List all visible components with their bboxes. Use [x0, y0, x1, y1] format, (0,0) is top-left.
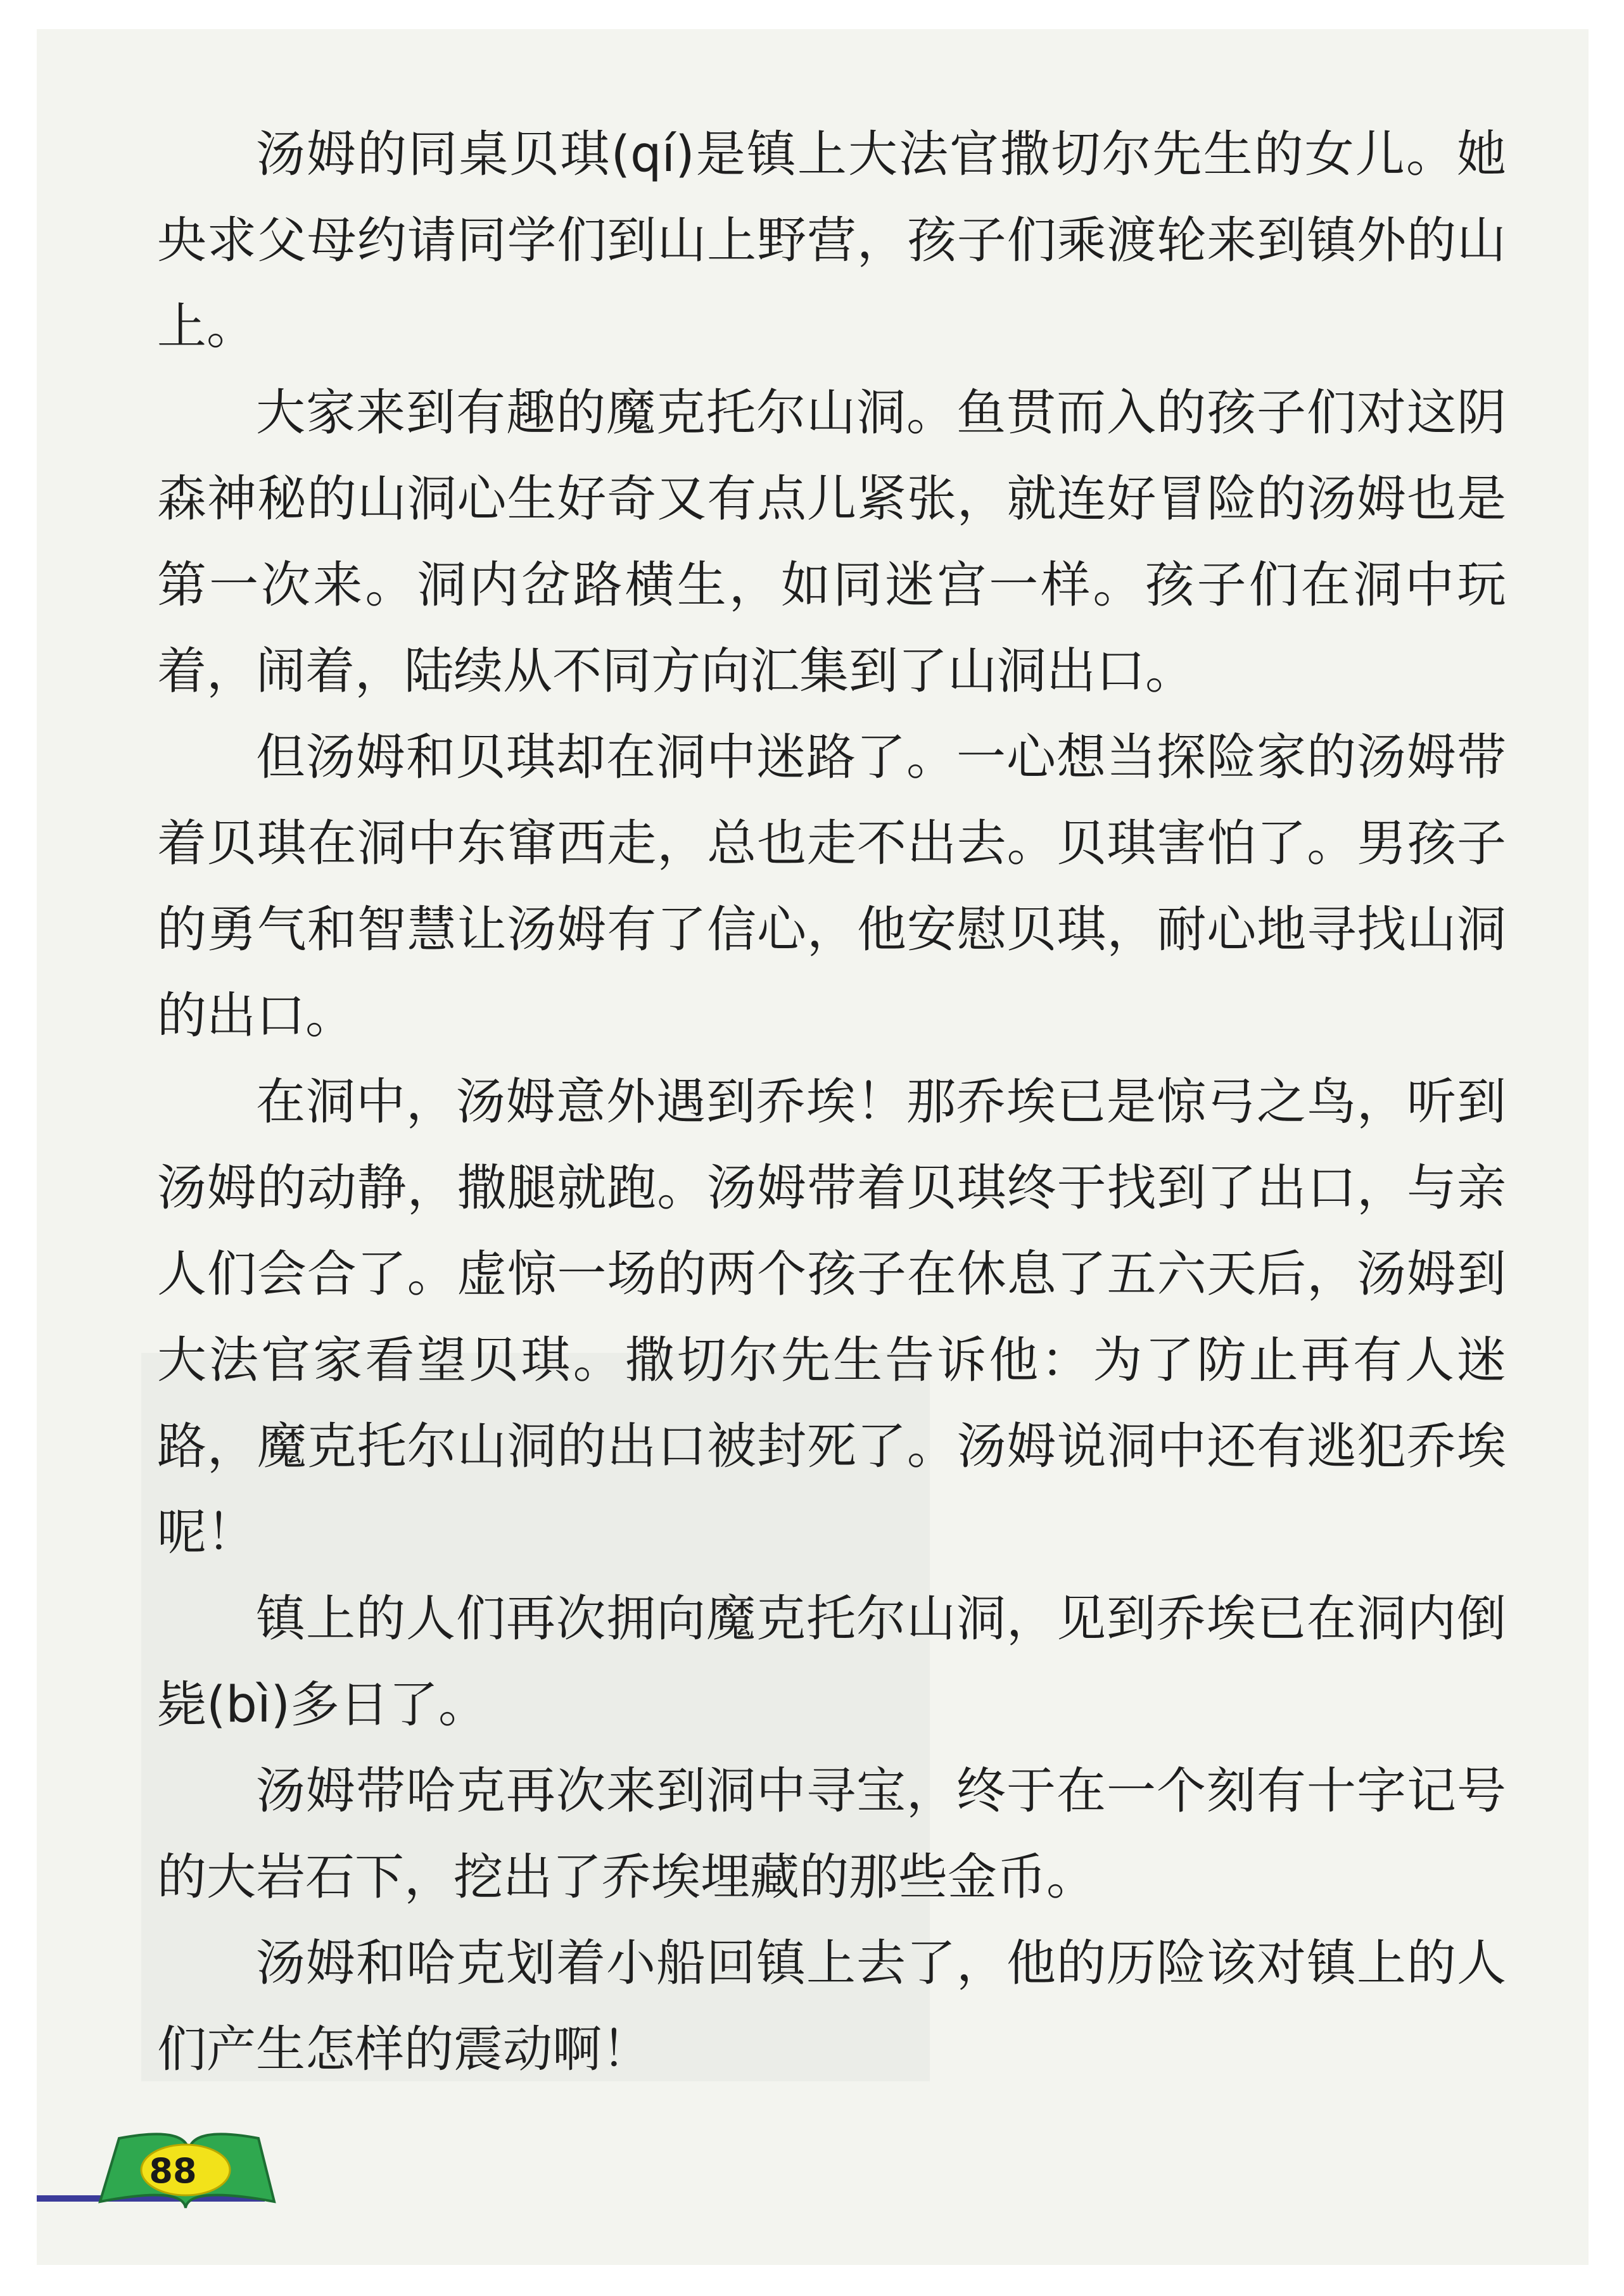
paragraph-6: 汤姆带哈克再次来到洞中寻宝，终于在一个刻有十字记号的大岩石下，挖出了乔埃埋藏的那些金币。 — [157, 1763, 1506, 1906]
body-text — [157, 111, 1506, 2093]
page-footer — [37, 2119, 303, 2221]
page-number: 88 — [149, 2151, 197, 2191]
paragraph-4: 在洞中，汤姆意外遇到乔埃！那乔埃已是惊弓之鸟，听到汤姆的动静，撒腿就跑。汤姆带着贝琪终于找到了出口，与亲人们会合了。虚惊一场的两个孩子在休息了五六天后，汤姆到大法官家看望贝琪。撒切尔先生告诉他：为了防止再有人迷路，魔克托尔山洞的出口被封死了。汤姆说洞中还有逃犯乔埃呢！ — [157, 1074, 1506, 1561]
paragraph-2: 大家来到有趣的魔克托尔山洞。鱼贯而入的孩子们对这阴森神秘的山洞心生好奇又有点儿紧张，就连好冒险的汤姆也是第一次来。洞内岔路横生，如同迷宫一样。孩子们在洞中玩着，闹着，陆续从不同方向汇集到了山洞出口。 — [157, 384, 1506, 700]
paragraph-3: 但汤姆和贝琪却在洞中迷路了。一心想当探险家的汤姆带着贝琪在洞中东窜西走，总也走不出去。贝琪害怕了。男孩子的勇气和智慧让汤姆有了信心，他安慰贝琪，耐心地寻找山洞的出口。 — [157, 729, 1506, 1044]
paragraph-7: 汤姆和哈克划着小船回镇上去了，他的历险该对镇上的人们产生怎样的震动啊！ — [157, 1935, 1506, 2078]
paragraph-5: 镇上的人们再次拥向魔克托尔山洞，见到乔埃已在洞内倒毙(bì)多日了。 — [157, 1590, 1506, 1734]
book-page — [37, 29, 1589, 2265]
paragraph-1: 汤姆的同桌贝琪(qí)是镇上大法官撒切尔先生的女儿。她央求父母约请同学们到山上野营，孩子们乘渡轮来到镇外的山上。 — [157, 126, 1506, 355]
